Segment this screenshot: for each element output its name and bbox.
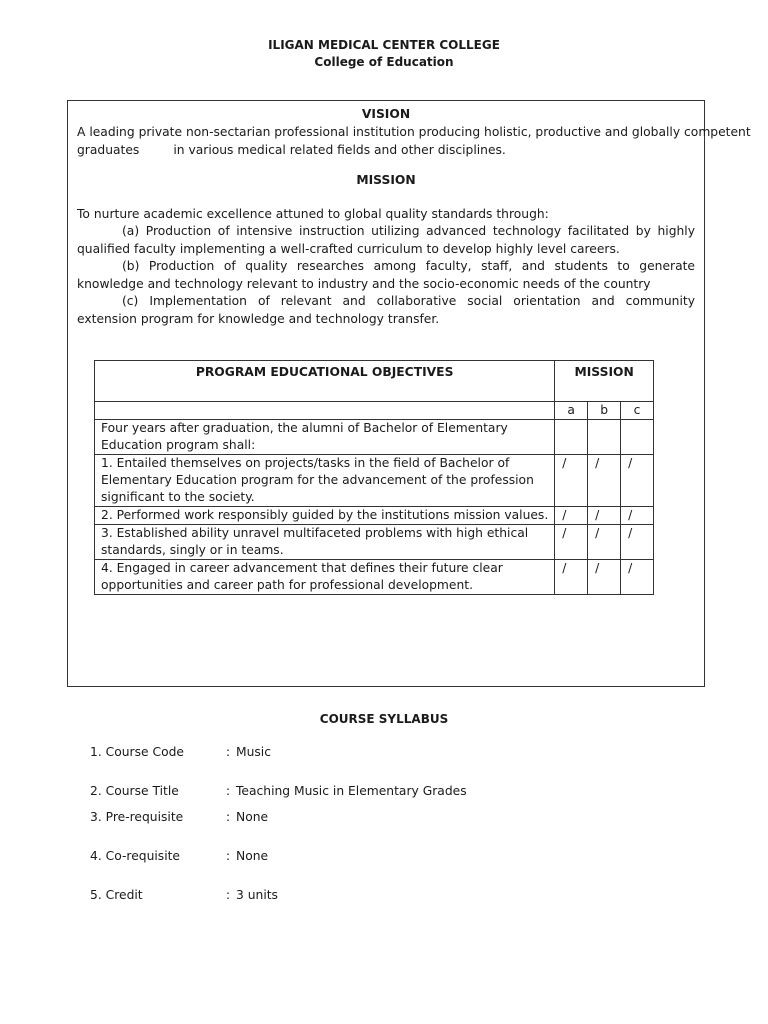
mission-item-c: (c) Implementation of relevant and collaborative social orientation and community extension program for knowledge and technology transfer. [77,294,695,326]
check-b: / [588,507,621,525]
syllabus-value: Teaching Music in Elementary Grades [236,784,467,798]
check-a: / [555,507,588,525]
peo-header-objectives: PROGRAM EDUCATIONAL OBJECTIVES [95,361,555,402]
syllabus-separator: : [226,745,231,759]
mission-col-b: b [588,402,621,420]
syllabus-separator: : [226,849,231,863]
course-syllabus-title: COURSE SYLLABUS [319,712,449,726]
table-row [95,525,654,560]
vision-line-2b: in various medical related fields and other disciplines. [173,142,506,157]
institution-name: ILIGAN MEDICAL CENTER COLLEGE [268,38,500,52]
syllabus-separator: : [226,784,231,798]
syllabus-value: Music [236,745,271,759]
objective-text: 3. Established ability unravel multifaceted problems with high ethical standards, singly or in teams. [95,525,555,560]
peo-header-mission: MISSION [555,361,654,402]
check-a: / [555,455,588,507]
college-name: College of Education [314,55,454,69]
check-b: / [588,455,621,507]
mission-col-a: a [555,402,588,420]
check-a: / [555,525,588,560]
table-row [95,560,654,595]
mission-item-a: (a) Production of intensive instruction utilizing advanced technology facilitated by highly qualified faculty implementing a well-crafted curriculum to develop highly level careers. [77,224,695,256]
syllabus-separator: : [226,810,231,824]
vision-title: VISION [361,107,411,121]
syllabus-separator: : [226,888,231,902]
peo-table [94,360,654,595]
check-c: / [621,525,654,560]
objective-text: 4. Engaged in career advancement that defines their future clear opportunities and career path for professional development. [95,560,555,595]
syllabus-label: 3. Pre-requisite [90,810,184,824]
check-c: / [621,507,654,525]
syllabus-label: 1. Course Code [90,745,184,759]
check-c: / [621,560,654,595]
peo-subheader-row [95,402,654,420]
check-a: / [555,560,588,595]
syllabus-value: None [236,849,269,863]
peo-intro-text: Four years after graduation, the alumni of Bachelor of Elementary Education program shall: [95,420,555,455]
syllabus-value: None [236,810,269,824]
syllabus-label: 2. Course Title [90,784,179,798]
mission-title: MISSION [356,173,416,187]
vision-line-2 [77,142,695,160]
vision-text [77,124,751,159]
objective-text: 2. Performed work responsibly guided by the institutions mission values. [95,507,555,525]
mission-item-b: (b) Production of quality researches among faculty, staff, and students to generate knowledge and technology relevant to industry and the socio-economic needs of the country [77,259,695,291]
vision-line-2a: graduates [77,142,140,157]
document-header [0,37,768,71]
peo-intro-row [95,420,654,455]
syllabus-label: 5. Credit [90,888,143,902]
vision-mission-box [67,100,751,687]
mission-col-c: c [621,402,654,420]
vision-line-1: A leading private non-sectarian professional institution producing holistic, productive and globally competent [77,125,751,139]
check-c: / [621,455,654,507]
syllabus-label: 4. Co-requisite [90,849,180,863]
syllabus-value: 3 units [236,888,278,902]
check-b: / [588,525,621,560]
check-b: / [588,560,621,595]
mission-intro: To nurture academic excellence attuned to global quality standards through: [77,207,549,221]
peo-header-row [95,361,654,402]
table-row [95,507,654,525]
table-row [95,455,654,507]
objective-text: 1. Entailed themselves on projects/tasks in the field of Bachelor of Elementary Education program for the advancement of the profession significant to the society. [95,455,555,507]
